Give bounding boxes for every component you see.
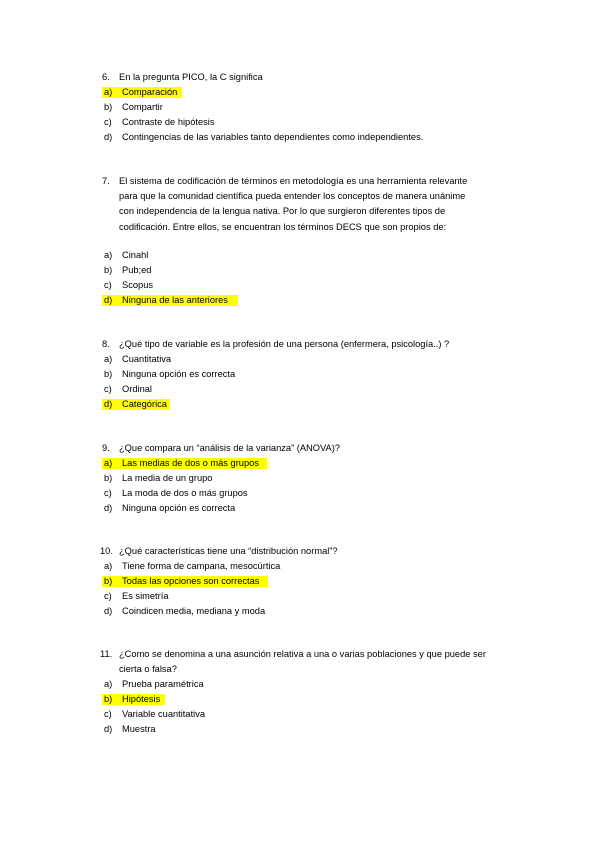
- option-text: Ninguna opción es correcta: [122, 503, 236, 513]
- option-letter: c): [104, 279, 112, 290]
- option-letter: b): [104, 473, 113, 483]
- option-text: Las medias de dos o más grupos: [122, 458, 259, 468]
- option-a: [102, 85, 522, 100]
- question-number: 10.: [100, 546, 113, 556]
- option-a: [102, 248, 522, 263]
- question-header: [102, 174, 511, 235]
- question-header: [102, 441, 522, 456]
- option-b: [102, 100, 522, 115]
- option-letter: b): [104, 576, 113, 586]
- option-c: [102, 382, 522, 397]
- question-9: [102, 441, 522, 516]
- question-text: ¿Qué tipo de variable es la profesión de una persona (enfermera, psicología..) ?: [119, 339, 450, 349]
- question-header: [102, 70, 522, 85]
- question-text-line: El sistema de codificación de términos en metodología es una herramienta relevante: [119, 176, 468, 186]
- option-c: [102, 589, 522, 604]
- option-text: La media de un grupo: [122, 473, 213, 483]
- question-6: [102, 70, 522, 145]
- option-letter: d): [104, 606, 113, 616]
- option-text: Scopus: [122, 279, 154, 290]
- question-7: [102, 174, 522, 308]
- option-letter: b): [104, 694, 113, 705]
- option-a: [102, 559, 522, 574]
- question-text: ¿Qué características tiene una “distribución normal”?: [119, 546, 338, 556]
- option-text: Tiene forma de campana, mesocúrtica: [122, 561, 281, 571]
- option-letter: a): [104, 458, 113, 468]
- option-d: [102, 501, 522, 516]
- option-a: [102, 352, 522, 367]
- option-text: Es simetría: [122, 591, 169, 601]
- option-letter: c): [104, 709, 112, 720]
- option-b: [102, 367, 522, 382]
- option-text: Prueba paramétrica: [122, 679, 204, 690]
- option-text: Cuantitativa: [122, 354, 172, 364]
- question-text-line: ¿Como se denomina a una asunción relativa a una o varias poblaciones y que puede ser: [119, 649, 486, 659]
- option-text: Ordinal: [122, 384, 152, 394]
- option-letter: c): [104, 591, 112, 601]
- question-text-line: para que la comunidad científica pueda entender los conceptos de manera unánime: [119, 191, 466, 202]
- question-number: 8.: [102, 339, 110, 349]
- option-letter: d): [104, 399, 113, 409]
- option-letter: c): [104, 384, 112, 394]
- option-b: [102, 692, 522, 707]
- option-text: Variable cuantitativa: [122, 709, 206, 720]
- option-letter: d): [104, 294, 113, 305]
- question-header: [100, 647, 511, 677]
- question-number: 6.: [102, 72, 110, 82]
- option-text: Ninguna de las anteriores: [122, 294, 228, 305]
- option-text: Contingencias de las variables tanto dependientes como independientes.: [122, 132, 424, 142]
- option-letter: c): [104, 488, 112, 498]
- option-letter: a): [104, 354, 113, 364]
- option-d: [102, 130, 522, 145]
- option-c: [102, 278, 522, 293]
- option-text: La moda de dos o más grupos: [122, 488, 248, 498]
- option-d: [102, 293, 522, 308]
- option-letter: a): [104, 249, 113, 260]
- option-a: [102, 456, 522, 471]
- option-letter: a): [104, 87, 113, 97]
- option-text: Muestra: [122, 724, 156, 735]
- question-number: 7.: [102, 176, 110, 186]
- option-letter: b): [104, 369, 113, 379]
- question-text-line: con independencia de la lengua nativa. Por lo que surgieron diferentes tipos de: [119, 206, 446, 217]
- option-c: [102, 707, 522, 722]
- option-letter: a): [104, 561, 113, 571]
- option-letter: d): [104, 132, 113, 142]
- option-text: Coindicen media, mediana y moda: [122, 606, 266, 616]
- option-text: Hipótesis: [122, 694, 161, 705]
- option-b: [102, 263, 522, 278]
- question-header: [102, 544, 522, 559]
- option-text: Compartir: [122, 102, 163, 112]
- option-d: [102, 722, 522, 737]
- question-11: [102, 647, 522, 737]
- option-b: [102, 471, 522, 486]
- option-d: [102, 604, 522, 619]
- question-8: [102, 337, 522, 412]
- option-letter: d): [104, 724, 113, 735]
- question-number: 11.: [100, 649, 113, 659]
- option-d: [102, 397, 522, 412]
- option-text: Ninguna opción es correcta: [122, 369, 236, 379]
- option-letter: b): [104, 264, 113, 275]
- option-letter: b): [104, 102, 113, 112]
- question-text-line: cierta o falsa?: [119, 664, 177, 675]
- option-a: [102, 677, 522, 692]
- option-letter: a): [104, 679, 113, 690]
- option-c: [102, 486, 522, 501]
- question-text-line: codificación. Entre ellos, se encuentran los términos DECS que son propios de:: [119, 221, 447, 232]
- option-text: Comparación: [122, 87, 178, 97]
- option-text: Todas las opciones son correctas: [122, 576, 260, 586]
- option-letter: c): [104, 117, 112, 127]
- option-text: Contraste de hipótesis: [122, 117, 215, 127]
- option-text: Cinahl: [122, 249, 149, 260]
- question-number: 9.: [102, 443, 110, 453]
- option-b: [102, 574, 522, 589]
- option-text: Categórica: [122, 399, 167, 409]
- option-text: Pub;ed: [122, 264, 152, 275]
- question-header: [102, 337, 522, 352]
- question-text: En la pregunta PICO, la C significa: [119, 72, 263, 82]
- question-10: [102, 544, 522, 619]
- option-c: [102, 115, 522, 130]
- question-text: ¿Que compara un “análisis de la varianza” (ANOVA)?: [119, 443, 340, 453]
- option-letter: d): [104, 503, 113, 513]
